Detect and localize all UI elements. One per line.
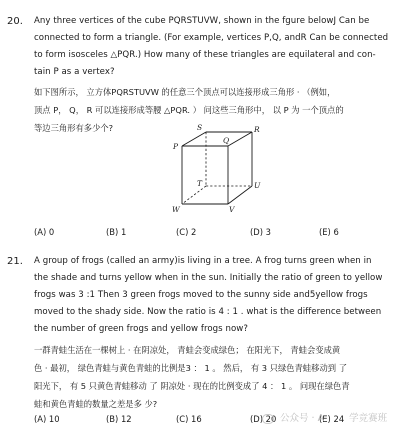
question-number: 20. xyxy=(7,16,23,27)
vertex-label-u: U xyxy=(254,181,261,190)
cube-edge xyxy=(228,132,252,146)
vertex-label-p: P xyxy=(173,142,179,151)
answer-option[interactable]: (D) 20 xyxy=(250,414,277,424)
vertex-label-s: S xyxy=(197,124,203,132)
answer-option[interactable]: (D) 3 xyxy=(250,227,271,237)
question-number: 21. xyxy=(7,256,23,267)
question-text-line: A group of frogs (called an army)is living in a tree. A frog turns green when in xyxy=(34,256,372,266)
vertex-label-q: Q xyxy=(223,136,230,145)
question-text-zh-line: 等边三角形有多少个? xyxy=(34,123,114,133)
answer-option[interactable]: (C) 2 xyxy=(176,227,197,237)
vertex-label-v: V xyxy=(229,205,235,214)
question-text-line: frogs was 3 :1 Then 3 green frogs moved to the sunny side and5yellow frogs xyxy=(34,290,368,300)
question-text-zh-line: 色 · 最初， 绿色青蛙与黄色青蛙的比例是3 ： 1 。 然后， 有 3 只绿色青蛙移动到 了 xyxy=(34,363,347,373)
answer-option[interactable]: (A) 10 xyxy=(34,414,60,424)
question-text-zh-line: 蛙和黄色青蛙的数量之差是多 少? xyxy=(34,399,158,409)
watermark-suffix: 学竞赛班 xyxy=(349,413,388,424)
cube-figure xyxy=(160,124,270,220)
cube-edge xyxy=(182,132,206,146)
answer-option[interactable]: (B) 12 xyxy=(106,414,132,424)
watermark xyxy=(262,410,387,424)
vertex-label-w: W xyxy=(172,205,180,214)
question-text-line: moved to the shady side. Now the ratio is 4 : 1 . what is the difference between xyxy=(34,307,382,317)
question-text-line: to form isosceles △PQR.) How many of these triangles are equilateral and con- xyxy=(34,50,376,60)
question-text-zh-line: 如下图所示， 立方体PQRSTUVW 的任意三个顶点可以连接形成三角形 · （例如， xyxy=(34,87,336,97)
answer-option[interactable]: (E) 6 xyxy=(319,227,339,237)
watermark-text: 公众号 · A xyxy=(280,413,325,424)
answer-option[interactable]: (C) 16 xyxy=(176,414,202,424)
cube-edge xyxy=(228,186,252,204)
answer-option[interactable]: (A) 0 xyxy=(34,227,55,237)
question-text-line: connected to form a triangle. (For example, vertices P,Q, andR Can be connected xyxy=(34,33,389,43)
question-text-zh-line: 一群青蛙生活在一棵树上 · 在阴凉处， 青蛙会变成绿色； 在阳光下， 青蛙会变成黄 xyxy=(34,345,341,355)
question-text-line: tain P as a vertex? xyxy=(34,67,115,77)
wechat-icon xyxy=(262,414,274,424)
question-text-zh-line: 顶点 P， Q， R 可以连接形成等腰 △PQR. ） 问这些三角形中， 以 P 为 一个顶点的 xyxy=(34,105,344,115)
question-text-line: the shade and turns yellow when in the sun. Initially the ratio of green to yellow xyxy=(34,273,383,283)
question-text-line: Any three vertices of the cube PQRSTUVW, shown in the fgure belowJ Can be xyxy=(34,16,370,26)
question-text-line: the number of green frogs and yellow frogs now? xyxy=(34,324,248,334)
answer-option[interactable]: (B) 1 xyxy=(106,227,127,237)
answer-option[interactable]: (E) 24 xyxy=(319,414,345,424)
question-text-zh-line: 阳光下， 有 5 只黄色青蛙移动 了 阴凉处 · 现在的比例变成了 4 ： 1 。 问现在绿色青 xyxy=(34,381,350,391)
vertex-label-r: R xyxy=(254,125,260,134)
cube-hidden-edge xyxy=(182,186,206,204)
vertex-label-t: T xyxy=(197,179,203,188)
